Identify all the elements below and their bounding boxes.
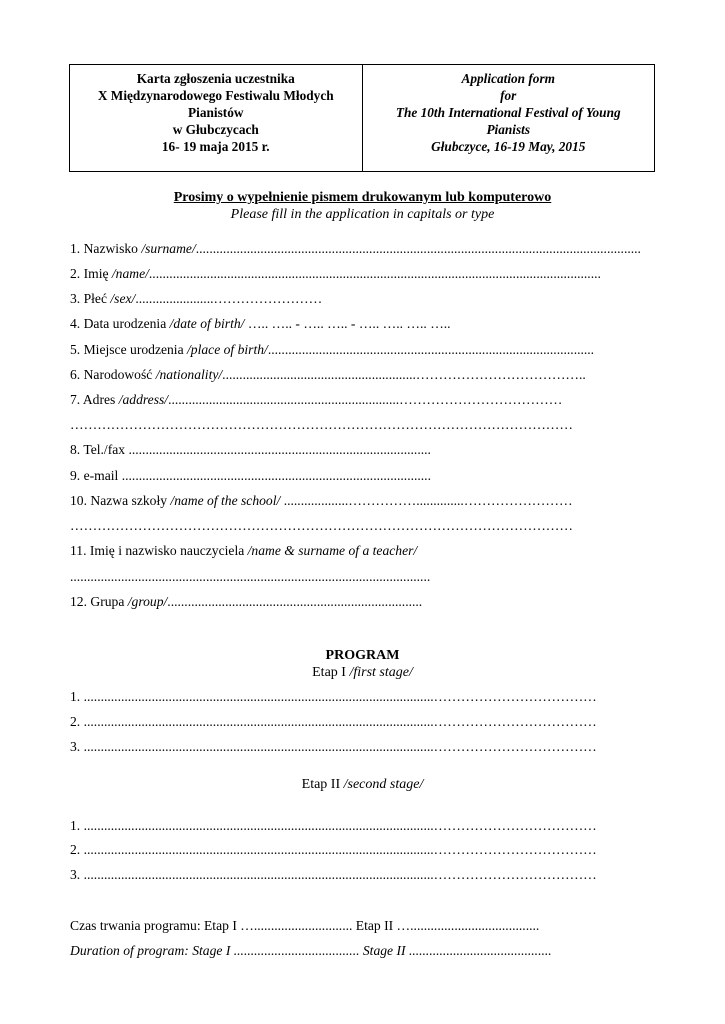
header-en-line: Głubczyce, 16-19 May, 2015 — [431, 139, 586, 154]
field-label-en: /date of birth/ — [169, 316, 245, 331]
header-en-line: Application form — [461, 71, 555, 86]
field-label: 1. Nazwisko — [70, 241, 142, 256]
stage2-heading — [0, 777, 725, 793]
header-pl-line: Pianistów — [188, 105, 244, 120]
stage2-label-en: /second stage/ — [343, 777, 424, 792]
field-label: 10. Nazwa szkoły — [70, 493, 171, 508]
form-field-line[interactable] — [70, 241, 641, 257]
field-label-en: /place of birth/ — [187, 342, 268, 357]
field-label-en: /nationality/ — [155, 367, 223, 382]
field-dots[interactable]: ….. ….. - ….. ….. - ….. ….. ….. ….. — [244, 316, 451, 331]
field-label: 8. Tel./fax — [70, 442, 129, 457]
field-label: 7. Adres — [70, 392, 119, 407]
stage2-line-2[interactable]: 2. .......................................................................................................……………………………… — [70, 842, 597, 857]
header-pl-line: X Międzynarodowego Festiwalu Młodych — [97, 88, 334, 103]
header-pl-line: 16- 19 maja 2015 r. — [161, 139, 270, 154]
field-label: 9. e-mail — [70, 468, 122, 483]
form-field-line[interactable] — [70, 417, 573, 433]
header-en-line: Pianists — [486, 122, 531, 137]
instructions-polish-text: Prosimy o wypełnienie pismem drukowanym lub komputerowo — [173, 190, 552, 205]
form-field-line[interactable] — [70, 291, 322, 307]
field-dots[interactable]: ………………………………………………………………………………………………… — [70, 417, 573, 432]
header-pl-line: Karta zgłoszenia uczestnika — [136, 71, 295, 86]
stage1-label-en: /first stage/ — [349, 665, 413, 680]
duration-polish[interactable]: Czas trwania programu: Etap I …............................. Etap II …...................................... — [70, 918, 540, 933]
header-pl-line: w Głubczycach — [172, 122, 259, 137]
field-label: 5. Miejsce urodzenia — [70, 342, 188, 357]
field-label: 3. Płeć — [70, 291, 111, 306]
form-field-line[interactable] — [70, 518, 573, 534]
stage2-line-1[interactable]: 1. .......................................................................................................……………………………… — [70, 818, 597, 833]
instructions-polish — [0, 190, 725, 206]
field-label-en: /surname/ — [141, 241, 196, 256]
field-dots[interactable]: .........................................................……………………………….. — [222, 367, 586, 382]
instructions-english: Please fill in the application in capitals or type — [230, 207, 495, 222]
field-dots[interactable]: ..................................................................................................................................... — [148, 266, 601, 281]
field-dots[interactable]: ................................................................................................ — [267, 342, 595, 357]
field-dots[interactable]: ........................................................................... — [167, 594, 423, 609]
field-dots[interactable]: ......................................................................................... — [128, 442, 431, 457]
form-field-line[interactable] — [70, 342, 594, 358]
stage2-label: Etap II — [301, 777, 344, 792]
field-label-en: /group/ — [127, 594, 168, 609]
field-label-en: /name & surname of a teacher/ — [247, 543, 418, 558]
program-title: PROGRAM — [325, 648, 400, 663]
header-english — [363, 65, 655, 171]
form-field-line[interactable] — [70, 392, 562, 408]
stage1-heading — [0, 665, 725, 681]
stage2-line-3[interactable]: 3. .......................................................................................................……………………………… — [70, 867, 597, 882]
field-label: 11. Imię i nazwisko nauczyciela — [70, 543, 248, 558]
field-label-en: /sex/ — [110, 291, 136, 306]
form-field-line[interactable] — [70, 493, 573, 509]
field-label-en: /name/ — [111, 266, 149, 281]
header-table — [69, 64, 655, 172]
field-label: 2. Imię — [70, 266, 112, 281]
field-dots[interactable]: ………………………………………………………………………………………………… — [70, 518, 573, 533]
form-field-line[interactable] — [70, 468, 431, 484]
field-dots[interactable]: ...................……………..............…………………… — [280, 493, 573, 508]
field-label-en: /name of the school/ — [170, 493, 281, 508]
field-dots[interactable]: ....................................................................……………………………… — [168, 392, 563, 407]
field-dots[interactable]: .......................................................................................................... — [70, 569, 431, 584]
stage1-line-2[interactable]: 2. .......................................................................................................……………………………… — [70, 714, 597, 729]
stage1-line-3[interactable]: 3. .......................................................................................................……………………………… — [70, 739, 597, 754]
field-dots[interactable]: ................................................................................................................................... — [195, 241, 641, 256]
field-label: 6. Narodowość — [70, 367, 156, 382]
field-dots[interactable]: ........................................................................................... — [121, 468, 431, 483]
field-label: 12. Grupa — [70, 594, 128, 609]
field-label-en: /address/ — [118, 392, 169, 407]
header-polish — [70, 65, 363, 171]
stage1-line-1[interactable]: 1. .......................................................................................................……………………………… — [70, 689, 597, 704]
form-field-line[interactable] — [70, 266, 601, 282]
header-en-line: The 10th International Festival of Young — [395, 105, 621, 120]
form-field-line[interactable] — [70, 543, 417, 559]
field-dots[interactable]: .......................…………………… — [135, 291, 323, 306]
field-label: 4. Data urodzenia — [70, 316, 170, 331]
form-field-line[interactable] — [70, 569, 430, 585]
duration-english[interactable]: Duration of program: Stage I ..................................... Stage II .......................................... — [70, 943, 552, 958]
header-en-line: for — [500, 88, 517, 103]
form-field-line[interactable] — [70, 367, 586, 383]
form-field-line[interactable] — [70, 316, 451, 332]
stage1-label: Etap I — [312, 665, 350, 680]
form-field-line[interactable] — [70, 594, 422, 610]
form-field-line[interactable] — [70, 442, 431, 458]
